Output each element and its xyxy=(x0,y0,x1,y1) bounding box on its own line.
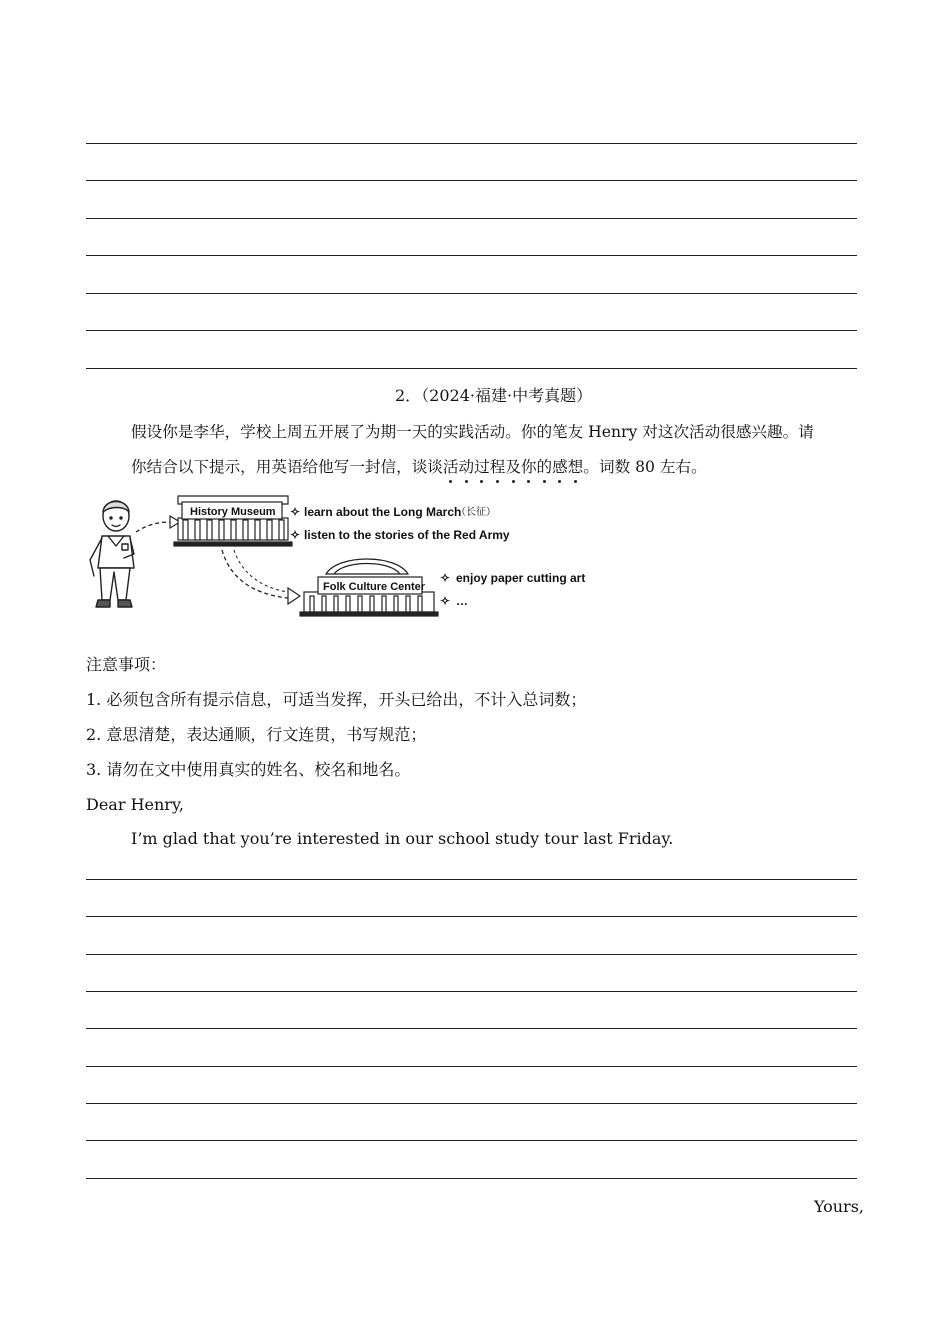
history-museum-building xyxy=(174,496,292,546)
note-item-2: 2. 意思清楚，表达通顺，行文连贯，书写规范； xyxy=(86,725,427,744)
answer-line[interactable] xyxy=(86,255,857,256)
arrow-head-folk xyxy=(288,588,300,604)
letter-salutation: Dear Henry, xyxy=(86,795,184,814)
answer-line[interactable] xyxy=(86,1178,857,1179)
answer-line[interactable] xyxy=(86,1028,857,1029)
note-item-1: 1. 必须包含所有提示信息，可适当发挥，开头已给出，不计入总词数； xyxy=(86,690,587,709)
answer-line[interactable] xyxy=(86,991,857,992)
emphasized-char: 你 xyxy=(520,458,537,476)
arrow-to-folk-center xyxy=(222,550,288,598)
letter-closing: Yours, xyxy=(813,1197,864,1216)
prompt-line-1: 假设你是李华，学校上周五开展了为期一天的实践活动。你的笔友 Henry 对这次活动很感兴趣。请 xyxy=(131,423,814,441)
emphasized-char: 的 xyxy=(536,458,553,476)
prompt-line-2-end: 。词数 80 左右。 xyxy=(583,458,707,476)
answer-line[interactable] xyxy=(86,879,857,880)
folk-bullet-1: ✧ xyxy=(440,571,451,585)
answer-line[interactable] xyxy=(86,916,857,917)
museum-item-1: learn about the Long March xyxy=(304,505,462,519)
question-heading: 2．（2024·福建·中考真题） xyxy=(395,386,593,405)
emphasized-char: 想 xyxy=(567,458,584,476)
emphasized-char: 程 xyxy=(489,458,506,476)
answer-line[interactable] xyxy=(86,218,857,219)
museum-bullet-1: ✧ xyxy=(290,505,301,519)
answer-line[interactable] xyxy=(86,368,857,369)
answer-line[interactable] xyxy=(86,293,857,294)
folk-center-label: Folk Culture Center xyxy=(323,581,426,593)
prompt-line-2-start: 你结合以下提示，用英语给他写一封信，谈谈 xyxy=(131,458,443,476)
emphasized-char: 及 xyxy=(505,458,521,476)
prompt-line-2 xyxy=(131,457,707,477)
answer-line[interactable] xyxy=(86,143,857,144)
student-figure xyxy=(90,501,134,607)
folk-item-2: … xyxy=(456,594,468,608)
answer-line[interactable] xyxy=(86,1066,857,1067)
answer-line[interactable] xyxy=(86,1140,857,1141)
history-museum-label: History Museum xyxy=(190,506,276,518)
activity-illustration xyxy=(82,488,602,624)
emphasized-char: 活 xyxy=(442,458,459,476)
museum-item-2: listen to the stories of the Red Army xyxy=(304,528,510,542)
notes-title: 注意事项： xyxy=(86,655,167,674)
emphasized-char: 过 xyxy=(474,458,490,476)
museum-bullet-2: ✧ xyxy=(290,528,301,542)
emphasized-phrase xyxy=(443,458,583,476)
answer-line[interactable] xyxy=(86,954,857,955)
answer-line[interactable] xyxy=(86,180,857,181)
folk-bullet-2: ✧ xyxy=(440,594,451,608)
letter-opening: I’m glad that you’re interested in our school study tour last Friday. xyxy=(131,829,674,848)
answer-line[interactable] xyxy=(86,1103,857,1104)
note-item-3: 3. 请勿在文中使用真实的姓名、校名和地名。 xyxy=(86,760,411,779)
answer-line[interactable] xyxy=(86,330,857,331)
emphasized-char: 动 xyxy=(458,458,475,476)
arrow-to-museum xyxy=(136,522,170,532)
emphasized-char: 感 xyxy=(552,458,568,476)
folk-item-1: enjoy paper cutting art xyxy=(456,571,586,585)
museum-item-note: （长征） xyxy=(456,507,496,518)
